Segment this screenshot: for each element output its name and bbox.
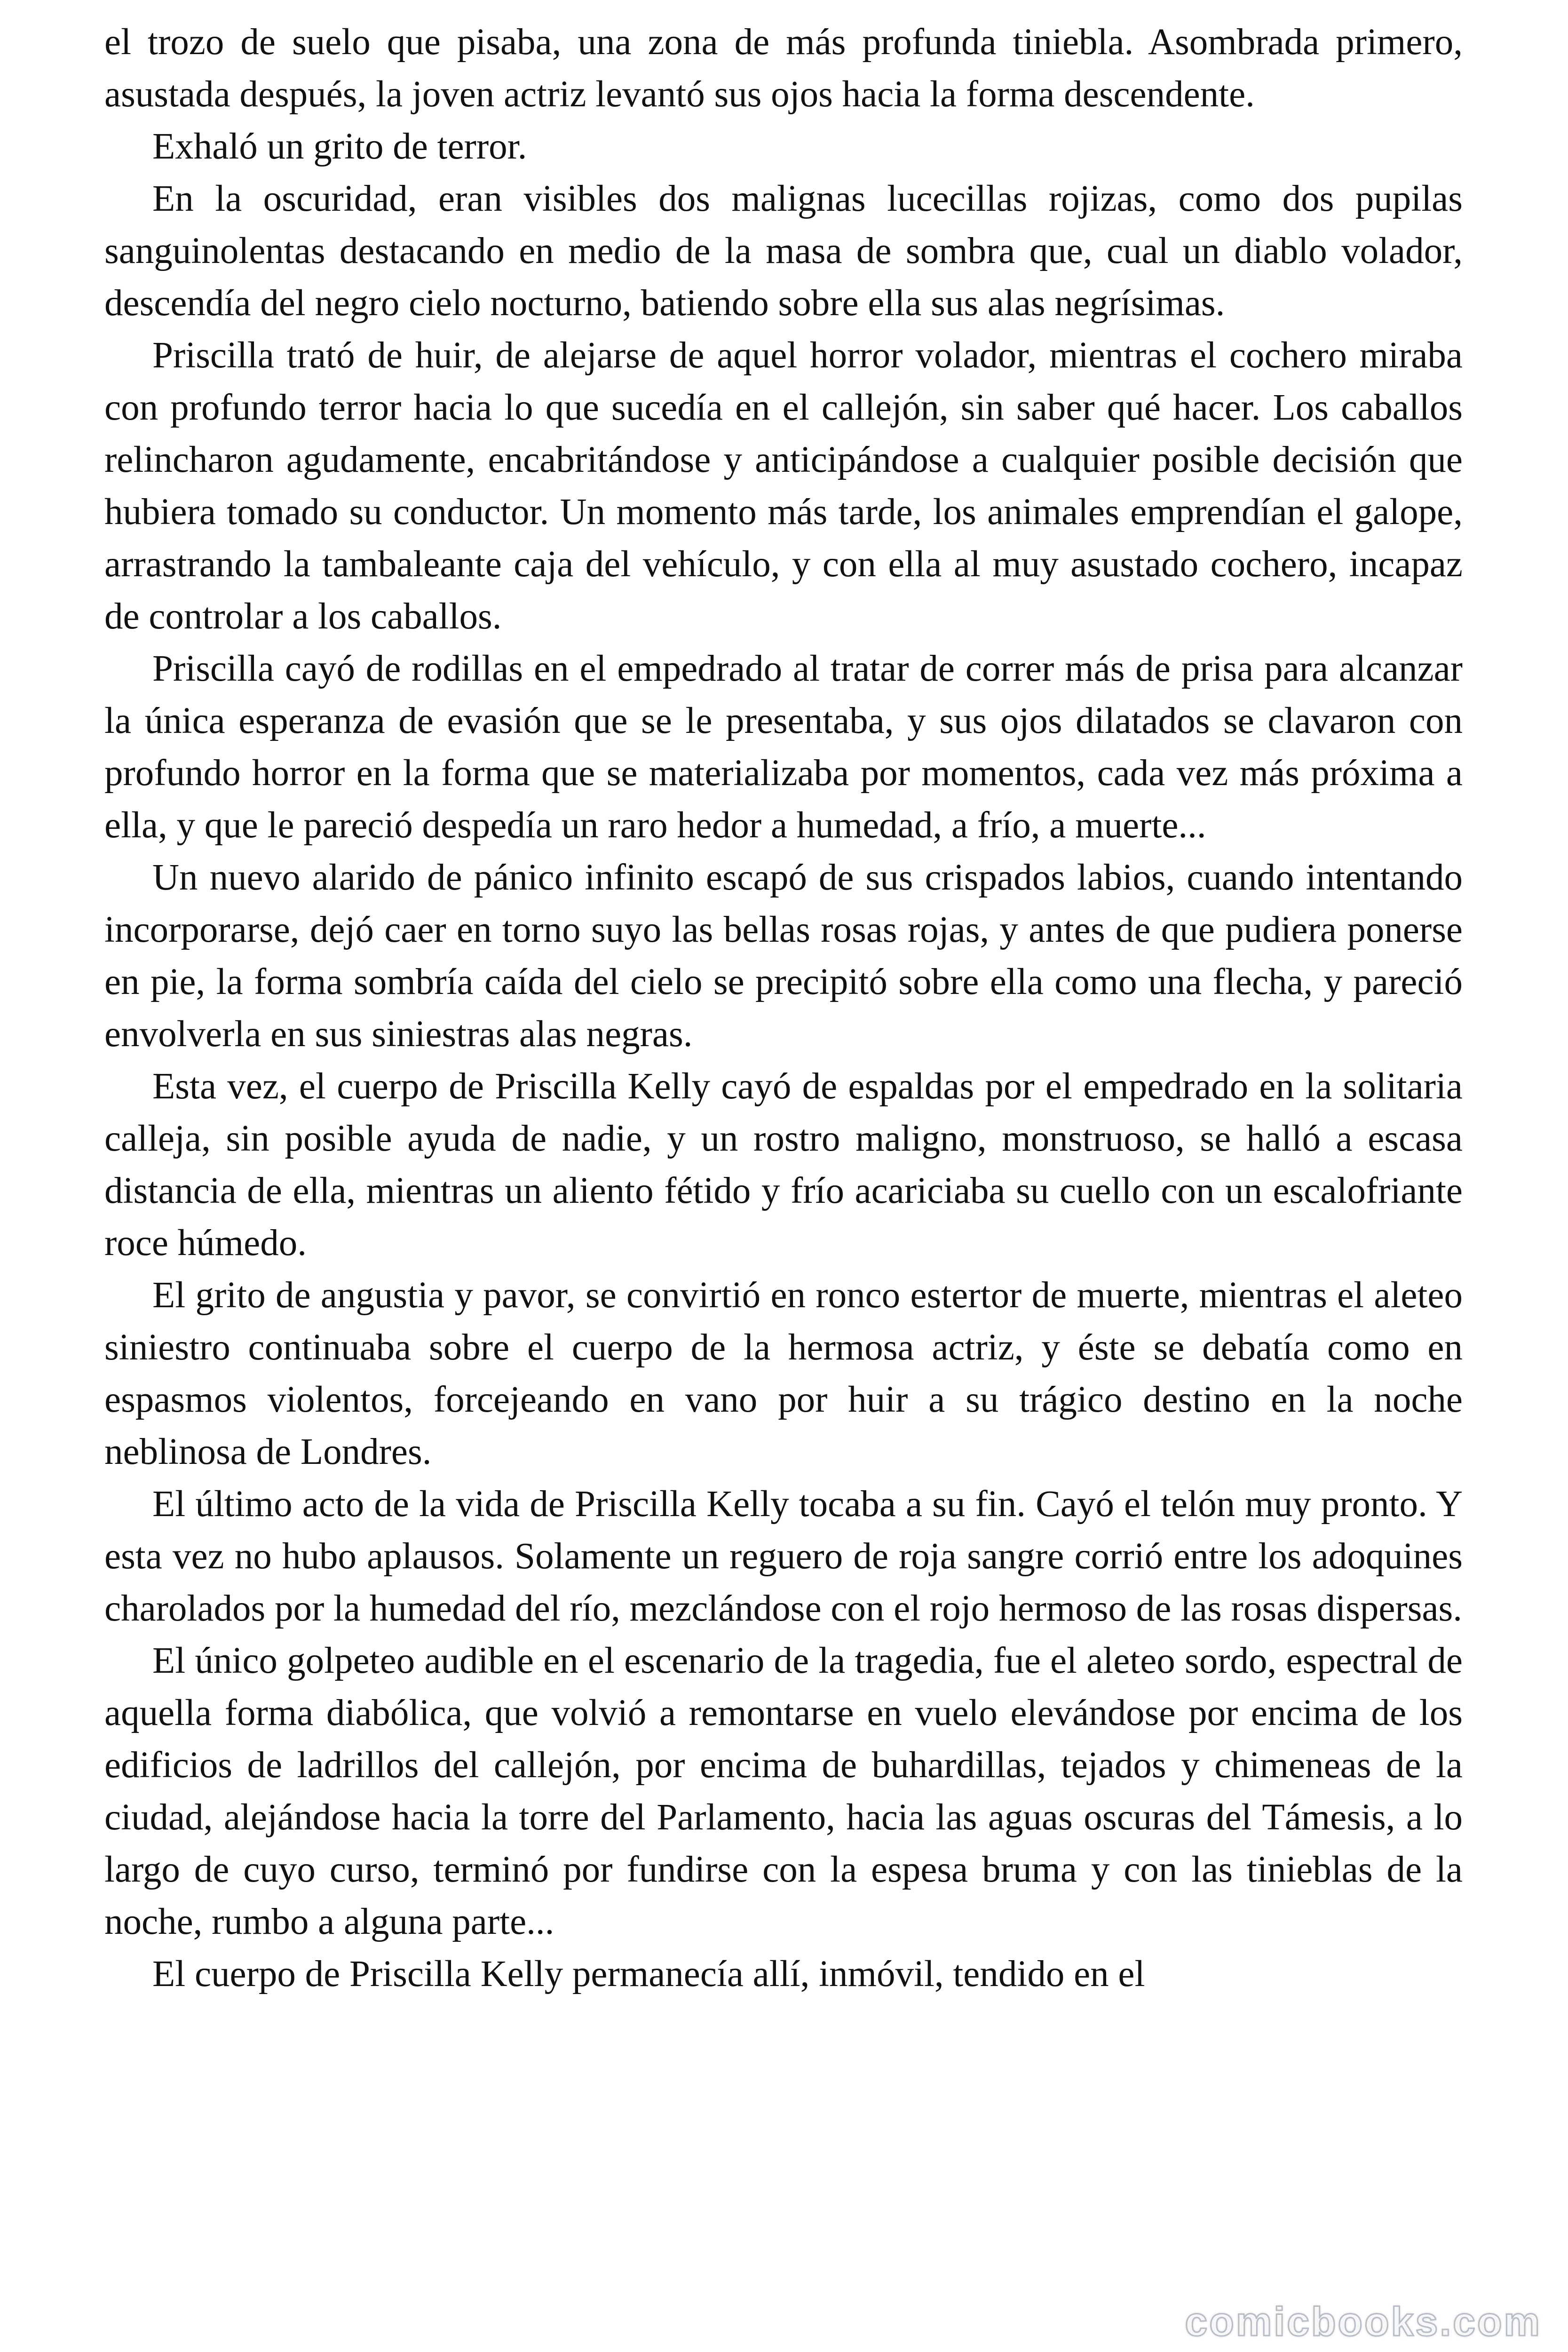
paragraph-5: Priscilla cayó de rodillas en el empedrado al tratar de correr más de prisa para alcanzar la única esperanza de evasión que se le presentaba, y sus ojos dilatados se clavaron con profundo horror en la forma que se materializaba por momentos, cada vez más próxima a ella, y que le pareció despedía un raro hedor a humedad, a frío, a muerte... [104, 648, 1463, 846]
book-page-text [104, 16, 1463, 2000]
paragraph-6: Un nuevo alarido de pánico infinito escapó de sus crispados labios, cuando intentando incorporarse, dejó caer en torno suyo las bellas rosas rojas, y antes de que pudiera ponerse en pie, la forma sombría caída del cielo se precipitó sobre ella como una flecha, y pareció envolverla en sus siniestras alas negras. [104, 857, 1463, 1055]
paragraph-11: El cuerpo de Priscilla Kelly permanecía allí, inmóvil, tendido en el [152, 1954, 1145, 1994]
paragraph-4: Priscilla trató de huir, de alejarse de aquel horror volador, mientras el cochero miraba con profundo terror hacia lo que sucedía en el callejón, sin saber qué hacer. Los caballos relincharon agudamente, encabritándose y anticipándose a cualquier posible decisión que hubiera tomado su conductor. Un momento más tarde, los animales emprendían el galope, arrastrando la tambaleante caja del vehículo, y con ella al muy asustado cochero, incapaz de controlar a los caballos. [104, 335, 1463, 637]
paragraph-2: Exhaló un grito de terror. [152, 126, 527, 167]
paragraph-3: En la oscuridad, eran visibles dos malignas lucecillas rojizas, como dos pupilas sanguinolentas destacando en medio de la masa de sombra que, cual un diablo volador, descendía del negro cielo nocturno, batiendo sobre ella sus alas negrísimas. [104, 178, 1463, 324]
watermark-logo: comicbooks.com [1185, 2299, 1542, 2344]
paragraph-8: El grito de angustia y pavor, se convirtió en ronco estertor de muerte, mientras el aleteo siniestro continuaba sobre el cuerpo de la hermosa actriz, y éste se debatía como en espasmos violentos, forcejeando en vano por huir a su trágico destino en la noche neblinosa de Londres. [104, 1275, 1463, 1472]
paragraph-7: Esta vez, el cuerpo de Priscilla Kelly cayó de espaldas por el empedrado en la solitaria calleja, sin posible ayuda de nadie, y un rostro maligno, monstruoso, se halló a escasa distancia de ella, mientras un aliento fétido y frío acariciaba su cuello con un escalofriante roce húmedo. [104, 1066, 1463, 1263]
paragraph-1: el trozo de suelo que pisaba, una zona de más profunda tiniebla. Asombrada primero, asustada después, la joven actriz levantó sus ojos hacia la forma descendente. [104, 22, 1463, 115]
paragraph-10: El único golpeteo audible en el escenario de la tragedia, fue el aleteo sordo, espectral de aquella forma diabólica, que volvió a remontarse en vuelo elevándose por encima de los edificios de ladrillos del callejón, por encima de buhardillas, tejados y chimeneas de la ciudad, alejándose hacia la torre del Parlamento, hacia las aguas oscuras del Támesis, a lo largo de cuyo curso, terminó por fundirse con la espesa bruma y con las tinieblas de la noche, rumbo a alguna parte... [104, 1640, 1463, 1942]
paragraph-9: El último acto de la vida de Priscilla Kelly tocaba a su fin. Cayó el telón muy pronto. Y esta vez no hubo aplausos. Solamente un reguero de roja sangre corrió entre los adoquines charolados por la humedad del río, mezclándose con el rojo hermoso de las rosas dispersas. [104, 1484, 1463, 1629]
